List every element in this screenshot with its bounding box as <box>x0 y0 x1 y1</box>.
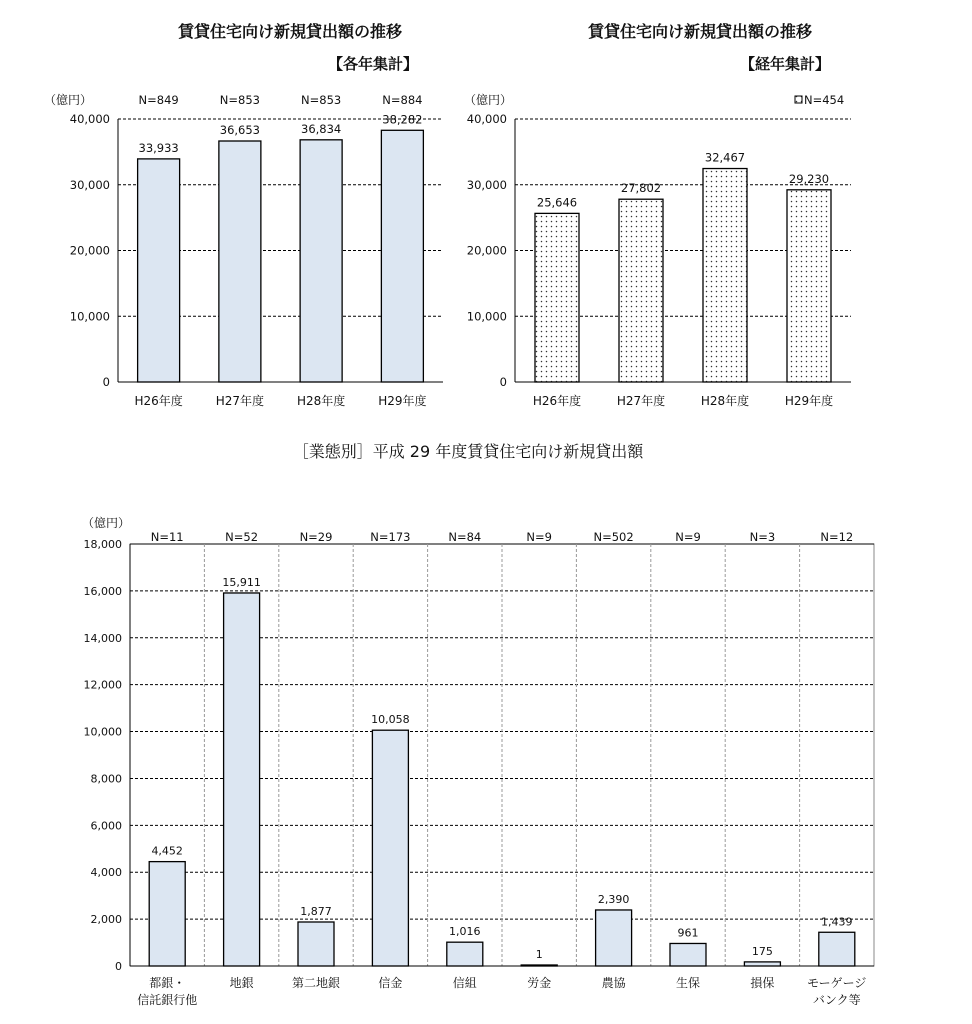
bar-value-label: 27,802 <box>620 181 662 196</box>
x-category-label: H29年度 <box>784 394 834 408</box>
bar <box>219 141 261 382</box>
x-category-label: 信託銀行他 <box>137 993 198 1007</box>
bar-value-label: 38,282 <box>382 112 423 127</box>
x-category-label: H27年度 <box>215 394 265 408</box>
bar <box>298 922 334 966</box>
sample-count-label: N=173 <box>370 530 411 544</box>
bar <box>149 862 185 966</box>
bar-value-label: 1,016 <box>449 925 481 939</box>
y-tick-label: 0 <box>499 375 507 389</box>
chart1-ylabel: （億円） <box>44 93 93 107</box>
bar-value-label: 29,230 <box>788 171 830 186</box>
y-tick-label: 14,000 <box>83 631 122 645</box>
y-tick-label: 10,000 <box>466 309 507 324</box>
x-category-label: 都銀・ <box>149 976 186 990</box>
bar <box>703 169 747 382</box>
bar <box>381 130 423 382</box>
chart1-title: 賃貸住宅向け新規貸出額の推移 <box>177 22 403 41</box>
chart1-subtitle: 【各年集計】 <box>327 55 418 73</box>
chart1-plot <box>70 93 443 408</box>
y-tick-label: 12,000 <box>83 678 122 692</box>
bar-value-label: 32,467 <box>704 150 746 165</box>
y-tick-label: 2,000 <box>90 913 122 927</box>
x-category-label: バンク等 <box>812 993 861 1007</box>
y-tick-label: 18,000 <box>83 538 122 551</box>
x-category-label: 第二地銀 <box>291 976 341 990</box>
sample-count-label: N=52 <box>225 530 259 544</box>
sample-count-label: N=853 <box>219 93 260 107</box>
y-tick-label: 0 <box>115 960 122 973</box>
bar <box>372 730 408 966</box>
bar-value-label: 2,390 <box>597 892 630 906</box>
bar-value-label: 25,646 <box>536 195 578 210</box>
y-tick-label: 30,000 <box>466 177 507 192</box>
x-category-label: H26年度 <box>134 394 183 408</box>
bar-value-label: 36,653 <box>219 123 260 138</box>
chart2-legend-swatch <box>795 96 802 103</box>
x-category-label: H26年度 <box>532 394 582 408</box>
chart2-title: 賃貸住宅向け新規貸出額の推移 <box>587 22 813 41</box>
bar <box>819 932 855 966</box>
bar-value-label: 36,834 <box>301 121 342 136</box>
bar <box>300 140 342 382</box>
bar-value-label: 4,452 <box>151 844 183 858</box>
x-category-label: H29年度 <box>378 394 427 408</box>
bar-value-label: 10,058 <box>371 713 410 727</box>
bar-value-label: 1 <box>535 948 543 961</box>
bar <box>138 159 180 382</box>
sample-count-label: N=849 <box>138 93 179 107</box>
sample-count-label: N=29 <box>299 530 333 544</box>
chart2-subtitle: 【経年集計】 <box>739 55 830 73</box>
sample-count-label: N=9 <box>526 530 552 544</box>
x-category-label: 信組 <box>452 976 477 990</box>
chart2-legend-label: N=454 <box>804 93 845 107</box>
y-tick-label: 20,000 <box>466 243 507 258</box>
y-tick-label: 20,000 <box>69 243 110 258</box>
x-category-label: 損保 <box>750 976 775 990</box>
sample-count-label: N=12 <box>820 530 854 544</box>
bar <box>521 965 557 966</box>
bar <box>744 962 780 966</box>
bar-value-label: 961 <box>677 926 699 940</box>
sample-count-label: N=11 <box>150 530 184 544</box>
sample-count-label: N=9 <box>675 530 701 544</box>
y-tick-label: 40,000 <box>69 112 110 126</box>
bar <box>787 190 831 382</box>
y-tick-label: 30,000 <box>69 177 110 192</box>
x-category-label: H28年度 <box>296 394 346 408</box>
x-category-label: 地銀 <box>229 976 254 990</box>
sample-count-label: N=853 <box>301 93 342 107</box>
bar-value-label: 1,877 <box>300 904 332 918</box>
y-tick-label: 0 <box>102 375 110 389</box>
x-category-label: 生保 <box>675 976 701 990</box>
x-category-label: 労金 <box>527 976 552 990</box>
y-tick-label: 6,000 <box>90 819 122 833</box>
y-tick-label: 16,000 <box>83 584 122 598</box>
bar-value-label: 175 <box>751 944 773 958</box>
chart3-title: ［業態別］平成 29 年度賃貸住宅向け新規貸出額 <box>292 442 644 461</box>
chart2-plot <box>467 112 851 408</box>
sample-count-label: N=3 <box>749 530 776 544</box>
x-category-label: H28年度 <box>700 394 750 408</box>
sample-count-label: N=84 <box>448 530 482 544</box>
bar-value-label: 15,911 <box>222 575 261 589</box>
sample-count-label: N=884 <box>382 93 423 107</box>
bar <box>596 910 632 966</box>
y-tick-label: 40,000 <box>466 112 507 126</box>
chart3-ylabel: （億円） <box>82 516 131 530</box>
y-tick-label: 10,000 <box>69 309 110 324</box>
x-category-label: 信金 <box>378 976 403 990</box>
x-category-label: モーゲージ <box>807 976 867 990</box>
bar <box>447 942 483 966</box>
chart2-ylabel: （億円） <box>464 93 513 107</box>
y-tick-label: 4,000 <box>90 866 122 880</box>
bar <box>619 199 663 382</box>
y-tick-label: 8,000 <box>90 772 122 786</box>
y-tick-label: 10,000 <box>83 725 122 739</box>
bar-value-label: 33,933 <box>138 140 179 155</box>
bar <box>224 593 260 966</box>
bar <box>670 943 706 966</box>
bar-value-label: 1,439 <box>821 915 853 929</box>
chart3-plot <box>84 530 875 1007</box>
x-category-label: H27年度 <box>616 394 666 408</box>
bar <box>535 213 579 382</box>
sample-count-label: N=502 <box>593 530 634 544</box>
x-category-label: 農協 <box>601 976 626 990</box>
